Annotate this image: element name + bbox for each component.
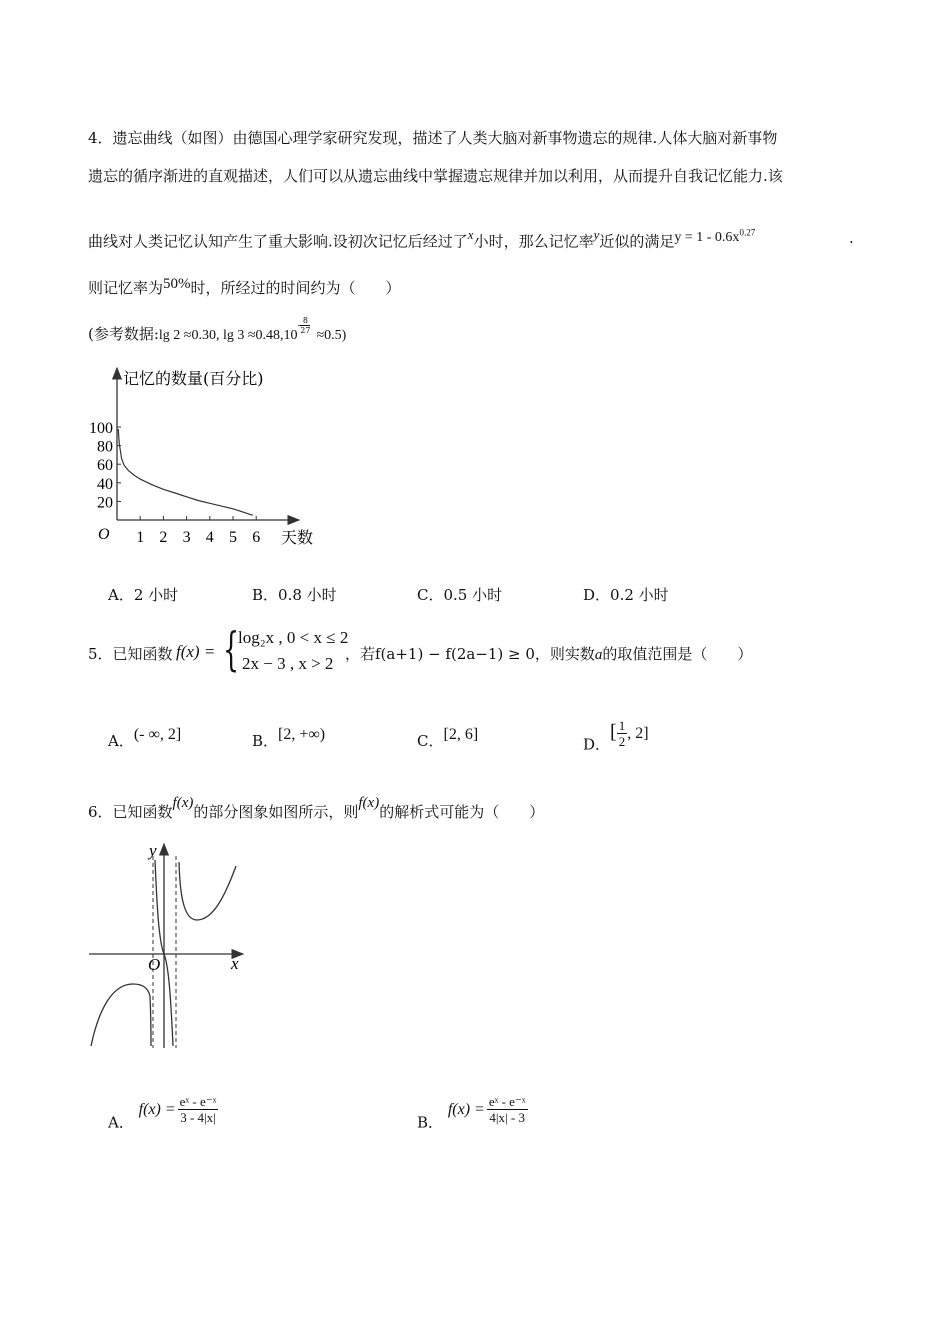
q4-option-c[interactable]: C．0.5 小时 <box>417 586 503 604</box>
q4-option-d[interactable]: D．0.2 小时 <box>583 586 669 604</box>
chart-origin: O <box>98 526 110 543</box>
x-tick-label: 5 <box>229 529 237 546</box>
forgetting-curve-chart <box>85 362 320 552</box>
q4-formula-exponent: 0.27 <box>739 227 756 237</box>
x-tick-label: 1 <box>136 529 145 546</box>
q5-option-c[interactable]: C．[2, 6] <box>417 726 479 750</box>
y-tick-label: 40 <box>97 475 113 493</box>
q4-var-x: x <box>467 226 474 242</box>
q5-option-a[interactable]: A．(- ∞, 2] <box>108 726 182 750</box>
q4-formula: $y = 1 - 0.6x^{0.27}$ <box>674 227 756 245</box>
y-tick-label: 60 <box>97 457 113 475</box>
q5-brace: { <box>223 622 240 676</box>
q4-line-3 <box>88 228 755 254</box>
q4-line-4 <box>88 278 401 299</box>
q4-ref-c: ≈0.5) <box>316 328 347 343</box>
q5-intro: 5．已知函数 <box>88 645 173 663</box>
q6-function-graph <box>85 838 255 1053</box>
q4-option-a[interactable]: A．2 小时 <box>108 586 179 604</box>
graph-left-branch <box>91 984 151 1046</box>
graph-right-branch <box>179 862 236 920</box>
q5-case-1: log₂x , 0 < x ≤ 2 <box>238 628 349 647</box>
y-tick-label: 100 <box>89 420 113 437</box>
q4-option-b[interactable]: B．0.8 小时 <box>252 586 337 604</box>
q4-ref-a: (参考数据: <box>88 325 159 343</box>
q4-line-3-c: 近似的满足 <box>599 232 675 251</box>
x-tick-label: 2 <box>159 529 168 546</box>
y-tick-label: 80 <box>97 438 113 456</box>
q5-option-b[interactable]: B．[2, +∞) <box>252 726 326 750</box>
y-tick-label: 20 <box>97 494 113 512</box>
q6-option-a[interactable]: A． f(x) = $\frac{\text{eˣ - e⁻ˣ}}{3 - 4|x|}$ <box>108 1094 217 1132</box>
q6-option-b[interactable]: B． f(x) = $\frac{\text{eˣ - e⁻ˣ}}{4|x| - 3}$ <box>417 1094 526 1132</box>
graph-origin: O <box>148 955 161 974</box>
graph-x-label: x <box>231 954 239 973</box>
q5-case-2: 2x − 3 , x > 2 <box>242 654 334 673</box>
q4-ref-b: lg 2 ≈0.30, lg 3 ≈0.48,10 <box>158 328 298 343</box>
q4-line-3-end: . <box>849 229 854 247</box>
q5-condition: ，若f(a+1) − f(2a−1) ≥ 0，则实数a的取值范围是（ ） <box>345 645 753 663</box>
q4-line-4-b: 时，所经过的时间约为（ ） <box>190 279 401 297</box>
q4-line-2: 遗忘的循序渐进的直观描述，人们可以从遗忘曲线中掌握遗忘规律并加以利用，从而提升自我记忆能力.该 <box>88 167 783 185</box>
q4-reference <box>88 315 347 347</box>
q6-fx-2: f(x) <box>358 795 380 811</box>
q6-fx: f(x) <box>172 795 194 811</box>
q4-ref-exponent: - $\frac{8}{27}$ <box>297 315 311 335</box>
q5-f-def: f(x) = <box>176 642 216 661</box>
q4-percent: 50% <box>163 276 191 292</box>
q4-line-4-a: 则记忆率为 <box>88 279 164 297</box>
q5-var-a: a <box>594 647 603 663</box>
x-tick-label: 3 <box>182 529 191 546</box>
q5-option-d[interactable]: D．[ $\frac{1}{2}$ , 2] <box>583 718 649 754</box>
q4-line-1: 4．遗忘曲线（如图）由德国心理学家研究发现，描述了人类大脑对新事物遗忘的规律.人体大脑对新事物 <box>88 129 778 147</box>
q4-var-y: y <box>593 226 600 242</box>
q4-line-3-a: 曲线对人类记忆认知产生了重大影响.设初次记忆后经过了 <box>88 232 468 251</box>
q4-line-3-b: 小时，那么记忆率 <box>473 232 594 251</box>
chart-x-unit: 天数 <box>281 528 314 547</box>
forgetting-curve-line <box>118 429 253 515</box>
graph-y-label: y <box>149 841 157 860</box>
chart-title: 记忆的数量(百分比) <box>123 369 264 388</box>
x-tick-label: 4 <box>205 529 214 546</box>
q6-stem: 6．已知函数f(x)的部分图象如图所示，则f(x)的解析式可能为（ ） <box>88 795 545 821</box>
x-tick-label: 6 <box>252 529 261 546</box>
